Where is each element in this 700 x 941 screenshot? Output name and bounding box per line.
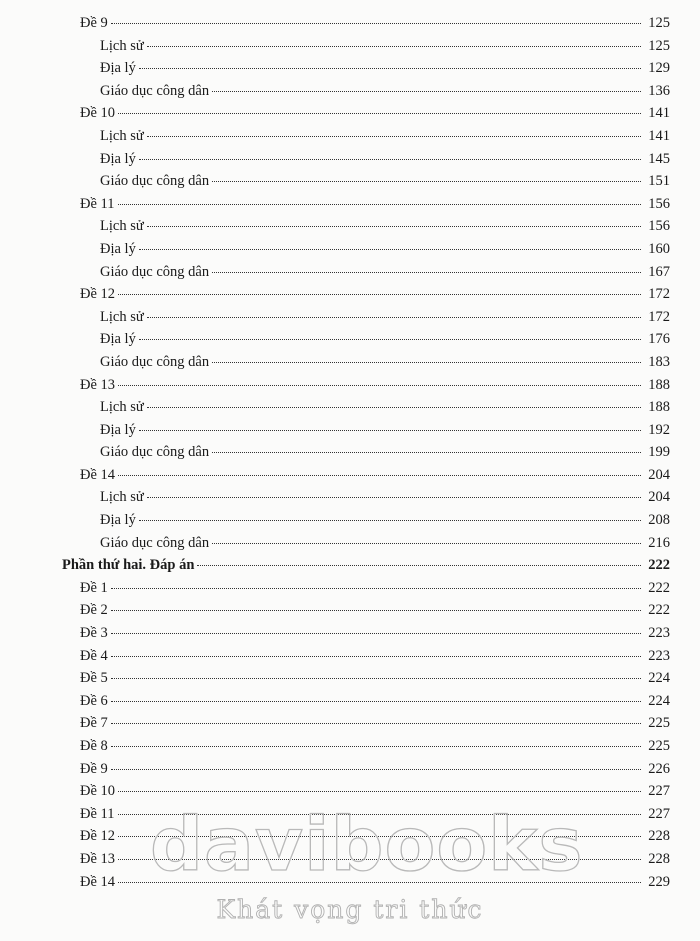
toc-subentry[interactable] [0,532,700,555]
toc-entry-title: Đề 10 [80,105,116,122]
dot-leader [111,769,641,770]
dot-leader [111,610,641,611]
toc-entry-title: Đề 2 [80,602,108,619]
toc-entry-title: Đề 12 [80,286,116,303]
toc-entry-page-number: 228 [648,850,670,867]
toc-subentry[interactable] [0,215,700,238]
toc-entry-page-number: 222 [648,602,670,619]
toc-entry[interactable] [0,577,700,600]
toc-entry-page-number: 227 [648,805,670,822]
toc-entry-page-number: 125 [648,15,670,31]
toc-entry-title: Đề 7 [80,715,108,732]
dot-leader [212,91,641,92]
watermark-logo: davibooks [150,802,584,888]
toc-entry-page-number: 172 [648,286,670,303]
toc-entry-title: Giáo dục công dân [100,444,210,461]
toc-entry-title: Đề 13 [80,376,116,393]
toc-entry-page-number: 176 [648,331,670,348]
dot-leader [111,723,641,724]
dot-leader [118,385,641,386]
toc-entry-title: Địa lý [100,331,136,348]
toc-entry-page-number: 141 [648,105,670,122]
toc-entry-title: Đề 9 [80,15,108,31]
toc-entry-page-number: 204 [648,489,670,506]
toc-entry-title: Địa lý [100,150,136,167]
toc-entry[interactable] [0,193,700,216]
dot-leader [139,430,641,431]
toc-subentry[interactable] [0,238,700,261]
toc-subentry[interactable] [0,441,700,464]
dot-leader [212,181,641,182]
dot-leader [212,452,641,453]
toc-entry-title: Đề 3 [80,625,108,642]
toc-subentry[interactable] [0,509,700,532]
toc-entry-page-number: 156 [648,218,670,235]
toc-entry-page-number: 228 [648,828,670,845]
toc-entry-page-number: 225 [648,738,670,754]
toc-entry[interactable] [0,599,700,622]
toc-entry-page-number: 141 [648,127,670,144]
toc-subentry[interactable] [0,328,700,351]
toc-entry-page-number: 192 [648,421,670,438]
toc-entry-title: Đề 14 [80,873,116,890]
toc-entry-title: Lịch sử [100,489,144,506]
dot-leader [111,23,641,24]
toc-entry-title: Đề 11 [80,805,115,822]
toc-entry-title: Lịch sử [100,127,144,144]
table-of-contents [0,12,700,893]
dot-leader [111,701,641,702]
toc-entry[interactable] [0,758,700,781]
toc-entry-page-number: 225 [648,715,670,732]
toc-subentry[interactable] [0,486,700,509]
toc-entry-page-number: 222 [648,557,670,574]
toc-entry-title: Lịch sử [100,308,144,325]
toc-subentry[interactable] [0,419,700,442]
dot-leader [147,46,641,47]
toc-entry[interactable] [0,780,700,803]
toc-entry-page-number: 136 [648,82,670,99]
toc-entry[interactable] [0,622,700,645]
toc-entry[interactable] [0,374,700,397]
dot-leader [147,317,641,318]
toc-subentry[interactable] [0,351,700,374]
toc-subentry[interactable] [0,35,700,58]
dot-leader [111,656,641,657]
toc-entry-page-number: 125 [648,37,670,54]
toc-subentry[interactable] [0,396,700,419]
dot-leader [197,565,641,566]
dot-leader [139,339,641,340]
toc-subentry[interactable] [0,261,700,284]
toc-entry-page-number: 229 [648,873,670,890]
toc-entry-title: Giáo dục công dân [100,534,210,551]
toc-entry-title: Địa lý [100,421,136,438]
toc-entry-page-number: 222 [648,579,670,596]
toc-entry-page-number: 223 [648,647,670,664]
toc-entry-page-number: 226 [648,760,670,777]
dot-leader [147,407,641,408]
toc-entry-title: Giáo dục công dân [100,173,210,190]
toc-entry-title: Đề 1 [80,579,108,596]
dot-leader [118,791,641,792]
dot-leader [139,520,641,521]
toc-entry-page-number: 188 [648,376,670,393]
dot-leader [118,294,641,295]
toc-entry-title: Lịch sử [100,218,144,235]
dot-leader [111,633,641,634]
toc-entry-page-number: 216 [648,534,670,551]
toc-subentry[interactable] [0,170,700,193]
toc-entry[interactable] [0,102,700,125]
toc-entry-page-number: 156 [648,195,670,212]
toc-entry-title: Phần thứ hai. Đáp án [62,557,195,574]
toc-entry-title: Đề 8 [80,738,108,754]
toc-entry[interactable] [0,667,700,690]
toc-entry-title: Đề 14 [80,466,116,483]
toc-entry-page-number: 183 [648,353,670,370]
toc-entry-page-number: 188 [648,399,670,416]
dot-leader [111,588,641,589]
toc-entry-page-number: 160 [648,240,670,257]
toc-entry-title: Địa lý [100,512,136,529]
toc-subentry[interactable] [0,306,700,329]
toc-entry-page-number: 224 [648,692,670,709]
toc-entry[interactable] [0,712,700,735]
toc-entry-page-number: 151 [648,173,670,190]
toc-entry[interactable] [0,464,700,487]
toc-entry-title: Địa lý [100,60,136,77]
dot-leader [111,746,641,747]
toc-entry[interactable] [0,735,700,758]
dot-leader [111,678,641,679]
toc-entry[interactable] [0,645,700,668]
toc-entry[interactable] [0,12,700,35]
toc-entry-title: Đề 11 [80,195,115,212]
toc-entry-title: Đề 5 [80,670,108,687]
toc-entry-page-number: 208 [648,512,670,529]
toc-entry-title: Đề 9 [80,760,108,777]
dot-leader [147,136,641,137]
dot-leader [147,497,641,498]
toc-entry-page-number: 129 [648,60,670,77]
dot-leader [139,68,641,69]
dot-leader [212,272,641,273]
toc-entry-page-number: 227 [648,783,670,800]
toc-entry-page-number: 199 [648,444,670,461]
toc-subentry[interactable] [0,80,700,103]
dot-leader [139,249,641,250]
watermark-tagline: Khát vọng tri thức [216,895,484,924]
toc-entry-page-number: 172 [648,308,670,325]
toc-entry-title: Đề 13 [80,850,116,867]
dot-leader [212,362,641,363]
toc-entry-page-number: 204 [648,466,670,483]
toc-entry[interactable] [0,690,700,713]
toc-entry-title: Giáo dục công dân [100,82,210,99]
toc-subentry[interactable] [0,125,700,148]
dot-leader [118,113,641,114]
toc-entry-title: Lịch sử [100,399,144,416]
toc-entry-title: Giáo dục công dân [100,263,210,280]
toc-subentry[interactable] [0,148,700,171]
toc-entry-title: Địa lý [100,240,136,257]
toc-entry-title: Lịch sử [100,37,144,54]
toc-entry-title: Đề 10 [80,783,116,800]
toc-entry-page-number: 224 [648,670,670,687]
toc-entry-page-number: 145 [648,150,670,167]
dot-leader [139,159,641,160]
dot-leader [147,226,641,227]
dot-leader [212,543,641,544]
toc-entry-title: Đề 12 [80,828,116,845]
dot-leader [118,204,642,205]
toc-entry-title: Giáo dục công dân [100,353,210,370]
toc-entry-title: Đề 6 [80,692,108,709]
toc-entry[interactable] [0,283,700,306]
dot-leader [118,475,641,476]
toc-entry-title: Đề 4 [80,647,108,664]
toc-entry-page-number: 167 [648,263,670,280]
toc-entry-page-number: 223 [648,625,670,642]
toc-section-heading[interactable] [0,554,700,577]
toc-subentry[interactable] [0,57,700,80]
